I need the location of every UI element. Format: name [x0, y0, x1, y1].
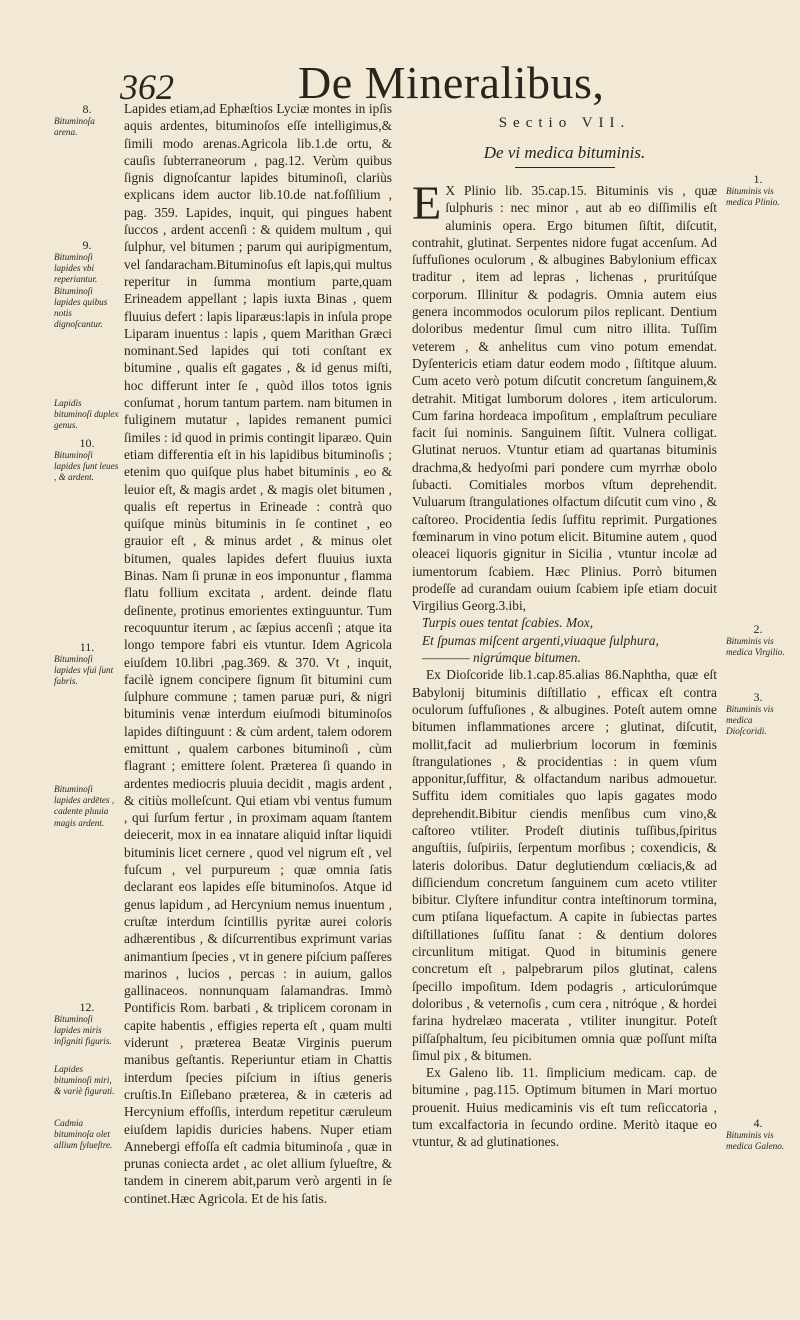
- margin-note-right-1: [726, 172, 790, 208]
- margin-note-text: Bituminoſi lapides ardētes , cadente pluuia magis ardent.: [54, 784, 115, 828]
- paragraph-dioscorides: Ex Dioſcoride lib.1.cap.85.alias 86.Naphtha, quæ eſt Babylonij bituminis diſtillatio , efficax eſt contra oculorum ſuffuſiones , & albugines. Poteſt autem omne bitumen inflammationes arcere ; glutinat, diſcutit, mollit,facit ad mulierbrium locorum in fœminis ſtrangulationes , & procidentias : in quem vſum apponitur,ſuffitur, & olfactandum naribus admouetur. Suffitu idem comitiales quo lapis gagates modo deprehendit.Bibitur ciendis menſibus cum vino,& caſtoreo vtiliter. Prodeſt diutinis tuſſibus,ſpiritus anguſtiis, ſuſpiriis, ſerpentum morſibus ; coxendicis, & lateris doloribus. Datur deglutiendum cœliacis,& ad diſſiciendum concretum ſanguinem cum aceto vtiliter bibitur. Clyſtere infunditur contra inteſtinorum tormina, cum ptiſana liquefactum. A capite in ſubiectas partes diſtillationes ſuſſitu ſanat : & dentium dolores circunlitum mitigat. Quod in bituminis genere concretum eſt , palpebrarum pilos glutinat, calens ſpecillo impoſitum. Idem podagris , articulorúmque doloribus , & veternoſis , cum cera , nitróque , & hordei farina hydrelæo macerata , vtiliter inungitur. Poteſt piſſaſphaltum, ſeu picibitumen omnia quæ poſſunt miſta ſimul pix , & bitumen.: [412, 667, 717, 1063]
- margin-note-right-2: [726, 622, 790, 658]
- margin-note-left-1: [54, 102, 120, 138]
- margin-note-number: 4.: [753, 1116, 763, 1130]
- margin-note-text: Bituminoſi lapides miris inſigniti figuris.: [54, 1014, 112, 1047]
- margin-note-left-4: [54, 436, 120, 484]
- paragraph-plinius-text: X Plinio lib. 35.cap.15. Bituminis vis , quæ ſulphuris : nec minor , aut ab eo diſſimilis eſt aluminis opera. Ergo bitumen ſiſtit, diſcutit, contrahit, glutinat. Serpentes nidore fugat accenſum. Ad ſuffuſiones oculorum , & albugines Babylonium efficax traditur , item ad lepras , lichenas , pruritúſque corporum. Illinitur & podagris. Omnia autem eius genera incommodos oculorum pilos replicant. Dentium doloribus medentur ſimul cum nitro illita. Tuſſim veterem , & anhelitus cum vino potum emendat. Dyſentericis etiam datur eodem modo , ſiſtitque aluum. Cum aceto verò potum diſcutit concretum ſanguinem,& detrahit. Mitigat lumborum dolores , item articulorum. Cum farina hordeaca impoſitum , emplaſtrum peculiare facit ſui nominis. Sanguinem ſiſtit. Vulnera colligat. Glutinat neruos. Vtuntur etiam ad quartanas bituminis drachma,& hedyoſmi pari pondere cum myrrhæ obolo ſubacti. Comitiales morbos vſtum deprehendit. Vuluarum ſtrangulationes olfactum diſcutit cum vino , & caſtoreo. Procidentia ſedis ſuffitu reprimit. Purgationes fœminarum in vino potum elicit. Bitumine autem , quod oleacei liquoris gignitur in Sicilia , vtuntur incolæ ad iumentorum ſcabiem. Hæc Plinius. Porrò bitumen prodeſſe ad curandam ouium ſcabiem ipſe etiam docuit Virgilius Georg.3.ibi,: [412, 183, 717, 614]
- margin-note-left-2: [54, 238, 120, 330]
- running-title: De Mineralibus,: [298, 57, 605, 108]
- section-subtitle: De vi medica bituminis.: [483, 143, 646, 162]
- paragraph-galenus: Ex Galeno lib. 11. ſimplicium medicam. cap. de bitumine , pag.115. Optimum bitumen in Mari mortuo prouenit. Huius medicaminis vis eſt tum reſiccatoria , tum excalfactoria in ſecundo ordine. Meritò itaque eo vtuntur, & ad glutinationes.: [412, 1065, 717, 1150]
- page-header: [0, 57, 800, 120]
- page-number: 362: [120, 67, 174, 107]
- margin-note-left-6: [54, 784, 120, 829]
- margin-note-text: Bituminis vis medica Galeno.: [726, 1130, 785, 1152]
- margin-note-left-5: [54, 640, 120, 688]
- margin-note-text: Lapidis bituminoſi duplex genus.: [54, 398, 119, 431]
- margin-note-left-8: [54, 1064, 120, 1098]
- right-column: [412, 115, 717, 1151]
- left-column-text: Lapides etiam,ad Ephæſtios Lyciæ montes in ipſis aquis ardentes, bituminoſos eſſe intelligimus,& ſimili modo arenas.Agricola lib.1.de ortu, & cauſis ſubterraneorum , pag.12. Verùm quibus ſignis dignoſcantur lapides bituminoſi, clariùs explicans idem auctor lib.10.de nat.foſſilium , pag. 359. Lapides, inquit, qui pingues habent ſuccos , ardent accenſi : & quidem multum , qui ſulphur, vel bitumen ; parum qui auripigmentum, vel ſandaracham.Bituminoſus eſt lapis,qui multus reperitur in ſumma montium parte,quam Erineadem appellant ; lapis iuxta Binas , quem fluuius defert : lapis liparæus:lapis in inſula prope Liparam inuentus : lapis , quem Marithan Græci nominant.Sed lapides qui toti conſtant ex bitumine , qualis eſt gagates , & id genus miſti, hoc differunt inter ſe , quòd illos totos ignis conſumat , horum tantum partem. nam bitumen in fuliginem mutatur , lapides remanent pumici ſimiles : id quod in primis contingit liparæo. Quin etiam differentia eſt in his lapidibus bituminoſis ; etenim quo quiſque plus habet bituminis , eo & leuior eſt, & magis ardet , & magis olet bitumen , qualis eſt repertus in Erineade : contrà quo quiſque minùs bituminis in ſe continet , eo grauior eſt , & minus ardet , & minus olet bitumen, quales lapides defert fluuius iuxta Binas. Nam ſi prunæ in eos imponuntur , flamma flatu follium excitata , ardent. deinde flatu deſinente, protinus emorientes extinguuntur. Tum recoquuntur iterum , ac ſæpius accenſi ; atque ita longo tempore fabri eis vtuntur. Idem Agricola eiuſdem 10.libri ,pag.369. & 370. Vt , inquit, facilè ignem concipere ſignum ſit bitumini cum ſulphure commune ; tamen paruæ puri, & nigri bituminis venæ interdum eiuſmodi bituminoſos lapides diſtinguunt : & cùm ardent, talem odorem emittunt , qualem carbones bituminoſi , cùm flagrant ; emittere ſolent. Præterea ſi quando in ardentes mediocris pluuia decidit , magis ardent , & citiùs molleſcunt. Qui etiam vbi ventus fumum , qui ſurſum fertur , in proximam aquam ſtantem deiecerit, mox in ea innatare aliquid inſtar liquidi bituminis licet cernere , quod vel nigrum eſt , vel fuſcum , vel purpureum ; quæ omnia ſatis declarant eos lapides eſſe bituminoſos. Atque id genus lapidum , ad Hercynium nemus inuentum , cruſtæ interdum ſcintillis pyritæ aurei coloris adhærentibus , & diſcurrentibus exprimunt varias animantium ſpecies , vt in genere piſcium paſſeres marinos , lucios , percas : in auium, gallos gallinaceos. nonnunquam ſalamandras. Immò Pontificis Rom. barbati , & triplicem coronam in capite habentis , effigies reperta eſt , quam multi viderunt , præterea Beatæ Virginis puerum manibus geſtantis. Reperiuntur etiam in Chattis interdum ſpecies piſcium in iſtius generis cruſtis.In Eiſlebano præterea, & in cæteris ad Hercynium effoſſis, interdum repetitur cæruleum eiuſdem lapidis duricies habens. Nuper etiam Annebergi effoſſa eſt cadmia bituminoſa , quæ in prunas coniecta ardet , ac olet allium ſylueſtre, & tandem in cinerem abit,parum verò argenti in ſe continet.Hæc Agricola. Et de his ſatis.: [124, 101, 392, 1206]
- margin-note-text: Lapides bituminoſi miri, & variè figurati.: [54, 1064, 115, 1097]
- left-column: [124, 100, 392, 1207]
- margin-note-number: 2.: [753, 622, 763, 636]
- paragraph-plinius: [412, 177, 717, 614]
- margin-note-number: 3.: [753, 690, 763, 704]
- margin-note-text: Cadmia bituminoſa olet allium ſylueſtre.: [54, 1118, 113, 1151]
- margin-note-text: Bituminoſi lapides vbi reperiantur. Bituminoſi lapides quibus notis dignoſcantur.: [54, 252, 108, 330]
- verse-line-1: Turpis oues tentat ſcabies. Mox,: [422, 615, 594, 631]
- margin-note-number: 11.: [79, 640, 95, 654]
- margin-note-right-4: [726, 1116, 790, 1152]
- margin-note-number: 8.: [82, 102, 92, 116]
- margin-note-text: Bituminoſi lapides vſui ſunt fabris.: [54, 654, 114, 687]
- margin-note-right-3: [726, 690, 790, 738]
- margin-note-text: Bituminoſa arena.: [54, 116, 95, 138]
- verse-line-2: Et ſpumas miſcent argenti,viuaque ſulphura,: [422, 632, 659, 648]
- margin-note-number: 9.: [82, 238, 92, 252]
- verse-line-3-text: nigrúmque bitumen.: [472, 650, 581, 666]
- margin-note-text: Bituminis vis medica Virgilio.: [726, 636, 785, 658]
- section-heading: Sectio VII.: [498, 115, 631, 131]
- margin-note-left-9: [54, 1118, 120, 1152]
- margin-note-number: 10.: [79, 436, 95, 450]
- margin-note-text: Bituminis vis medica Plinio.: [726, 186, 780, 208]
- heading-rule: [515, 167, 615, 168]
- margin-note-left-7: [54, 1000, 120, 1048]
- margin-note-number: 12.: [79, 1000, 95, 1014]
- verse-line-3: ———— nigrúmque bitumen.: [422, 650, 581, 666]
- margin-note-number: 1.: [753, 172, 763, 186]
- margin-note-text: Bituminis vis medica Dioſcoridi.: [726, 704, 774, 737]
- margin-note-left-3: [54, 398, 120, 432]
- drop-cap: E: [412, 177, 442, 230]
- margin-note-text: Bituminoſi lapides ſunt leues , & ardent.: [54, 450, 119, 483]
